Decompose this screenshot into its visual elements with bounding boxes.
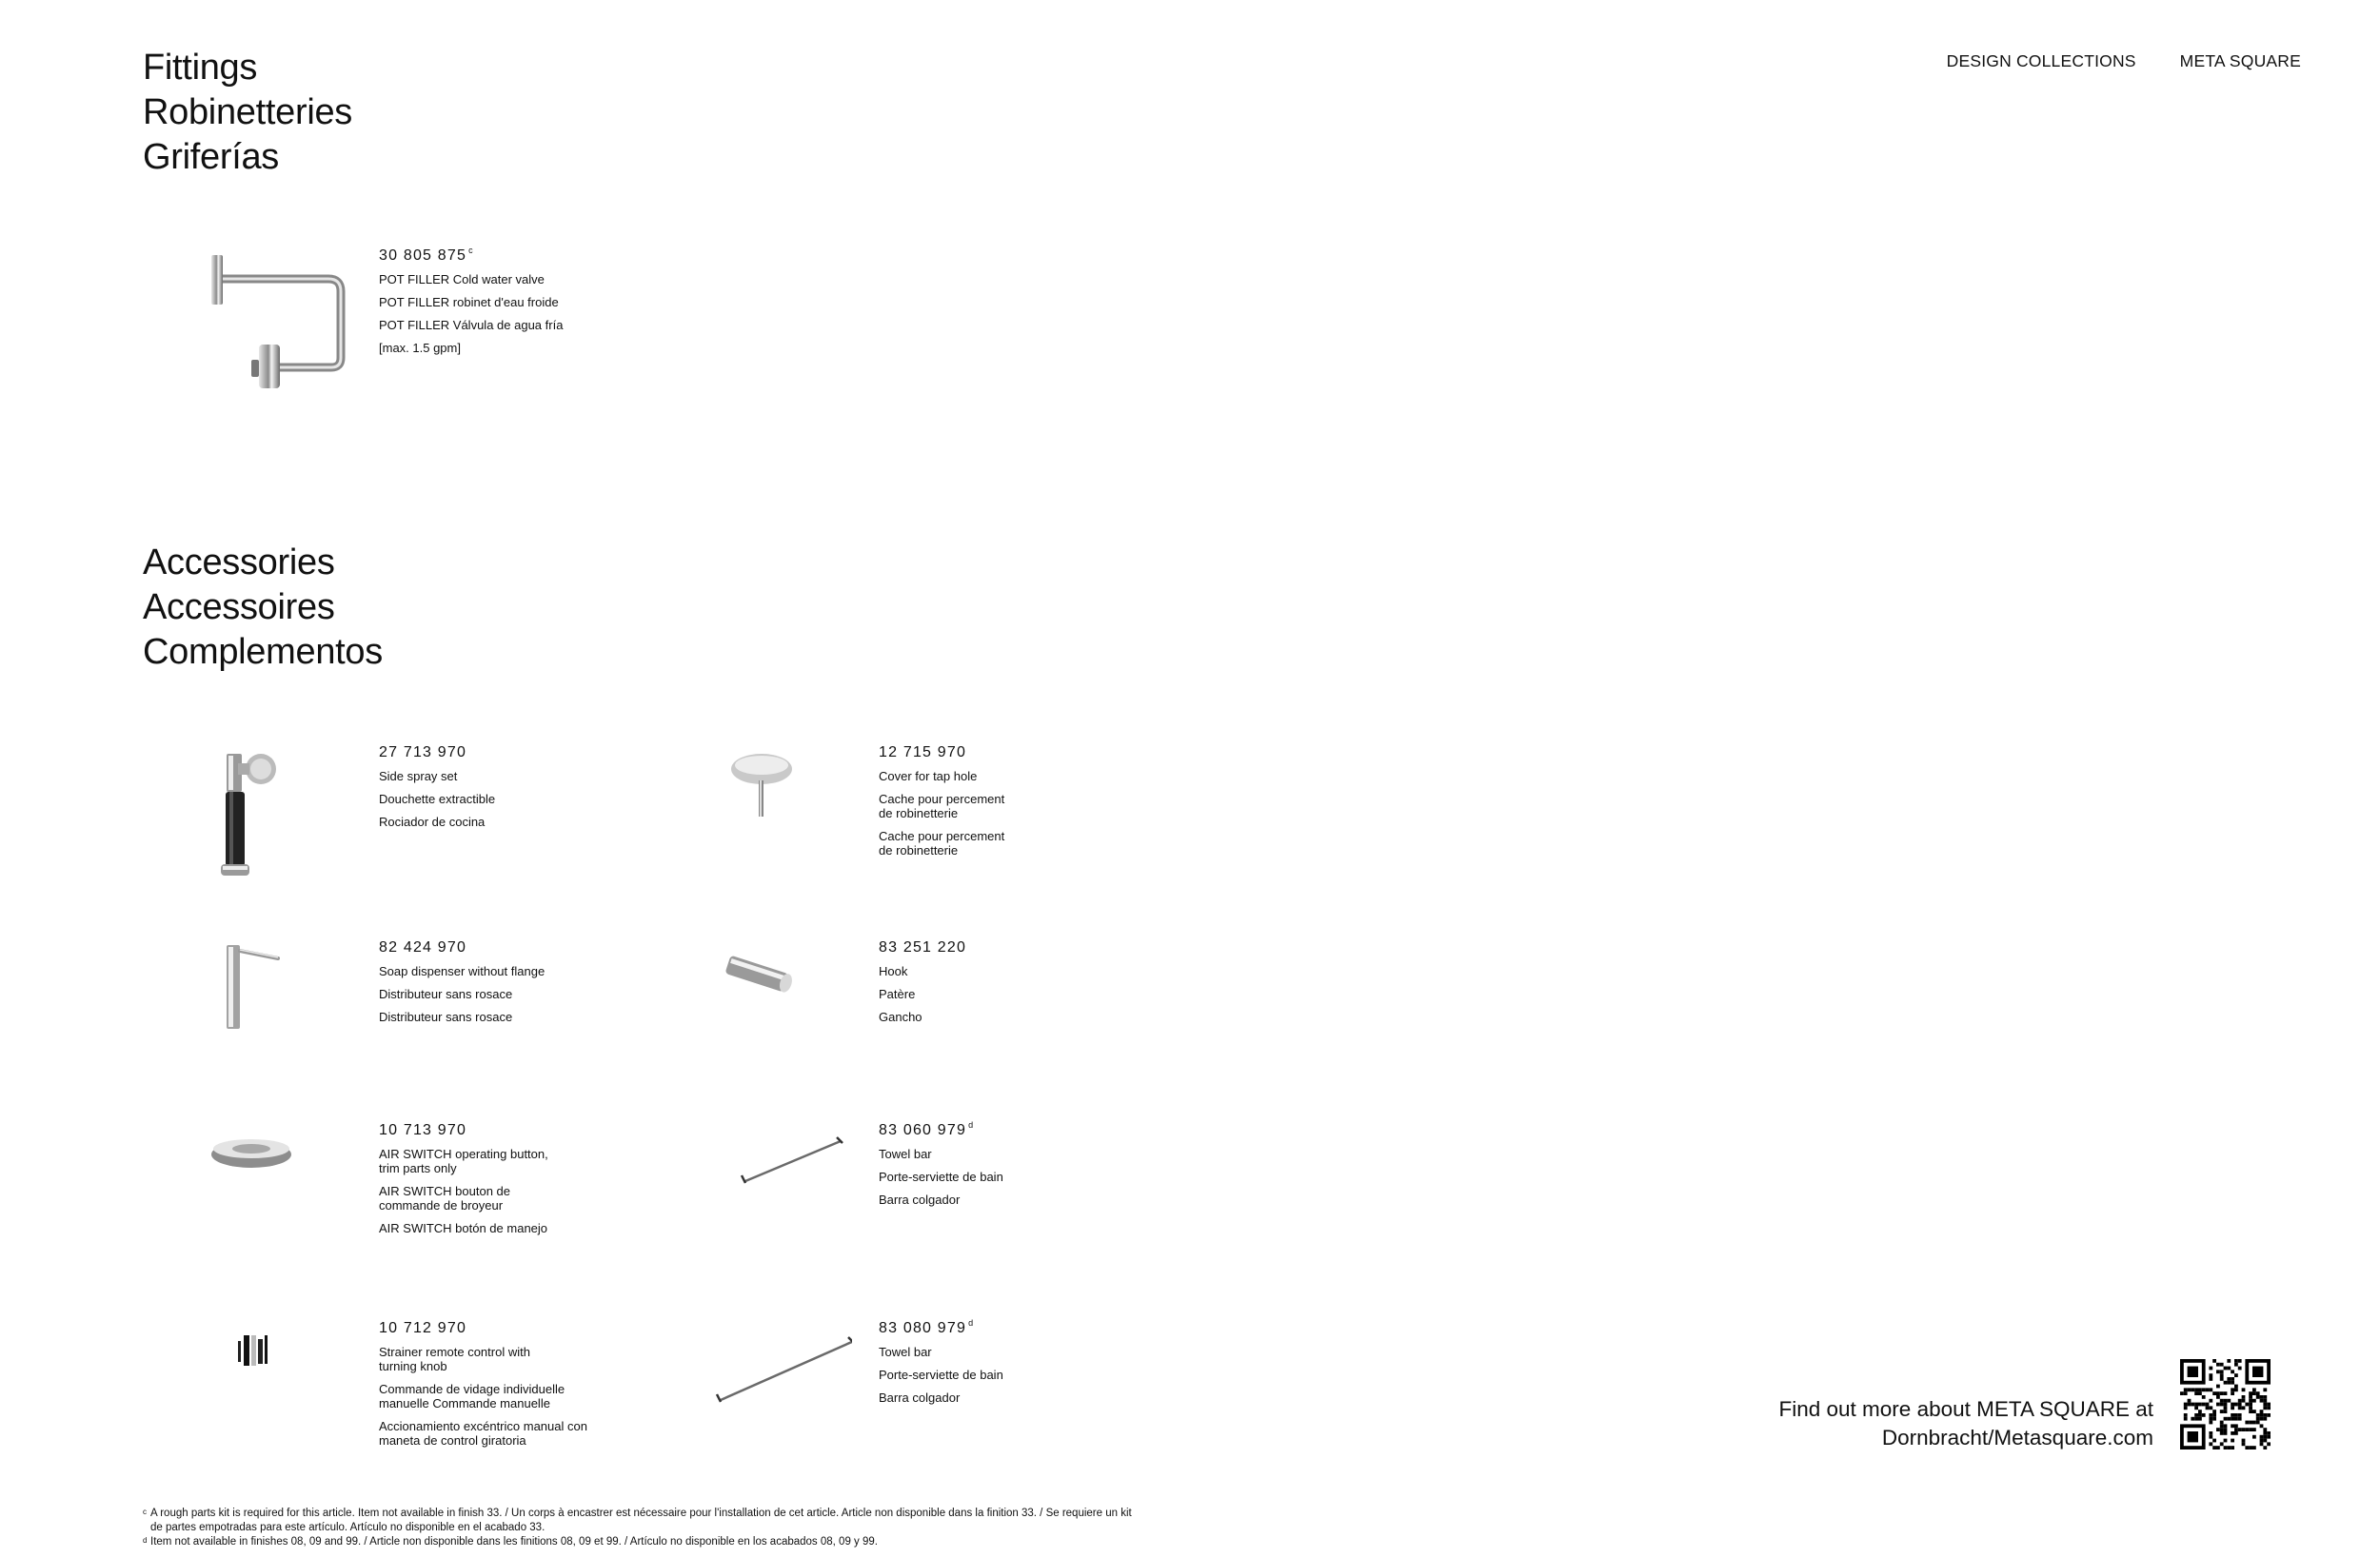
product-description-en: Side spray set bbox=[379, 769, 458, 783]
sku-number: 12 715 970 bbox=[879, 744, 967, 760]
heading-line: Fittings bbox=[143, 48, 258, 88]
product-description-en: Cover for tap hole bbox=[879, 769, 978, 783]
product-sku bbox=[379, 1318, 636, 1337]
sku-number: 83 251 220 bbox=[879, 939, 967, 956]
footnotes bbox=[143, 1507, 1142, 1549]
product-description-fr: Patère bbox=[879, 987, 916, 1001]
product-sku bbox=[879, 1120, 1136, 1139]
footnote-c bbox=[143, 1507, 1142, 1535]
product-description-fr: Porte-serviette de bain bbox=[879, 1170, 1003, 1184]
product-sku bbox=[879, 1318, 1136, 1337]
product-info bbox=[879, 742, 1136, 866]
product-description-fr: POT FILLER robinet d'eau froide bbox=[379, 295, 559, 309]
nav-design-collections[interactable]: DESIGN COLLECTIONS bbox=[1946, 51, 2136, 70]
footnote-marker: c bbox=[143, 1508, 147, 1516]
product-description-en: AIR SWITCH operating button, trim parts only bbox=[379, 1147, 548, 1175]
footnote-marker: d bbox=[968, 1120, 974, 1130]
heading-line: Griferías bbox=[143, 137, 279, 177]
product-description-en: Soap dispenser without flange bbox=[379, 964, 545, 978]
air-switch-icon bbox=[171, 1120, 352, 1272]
towel-bar-long-icon bbox=[671, 1318, 852, 1470]
product-air-switch[interactable] bbox=[143, 1120, 638, 1272]
product-sku bbox=[379, 937, 636, 956]
product-strainer-control[interactable] bbox=[143, 1318, 638, 1470]
sku-number: 27 713 970 bbox=[379, 744, 467, 760]
product-sku bbox=[379, 1120, 636, 1139]
product-description-es: Distributeur sans rosace bbox=[379, 1010, 513, 1024]
tap-hole-cover-icon bbox=[671, 742, 852, 895]
product-pot-filler[interactable] bbox=[143, 246, 638, 398]
product-sku bbox=[379, 742, 636, 761]
top-nav bbox=[1947, 51, 2301, 71]
product-info bbox=[379, 1318, 636, 1456]
product-description-es: POT FILLER Válvula de agua fría bbox=[379, 318, 564, 332]
product-info bbox=[879, 1120, 1136, 1215]
find-more-line: Find out more about META SQUARE at bbox=[1778, 1397, 2153, 1421]
sku-number: 82 424 970 bbox=[379, 939, 467, 956]
product-tap-hole-cover[interactable] bbox=[643, 742, 1138, 895]
sku-number: 83 080 979 bbox=[879, 1320, 967, 1336]
product-description-en: POT FILLER Cold water valve bbox=[379, 272, 545, 286]
product-info bbox=[879, 1318, 1136, 1413]
product-description-en: Strainer remote control with turning knob bbox=[379, 1345, 530, 1373]
sku-number: 83 060 979 bbox=[879, 1122, 967, 1138]
product-description-en: Hook bbox=[879, 964, 908, 978]
heading-line: Complementos bbox=[143, 632, 383, 672]
product-description-es: Cache pour percement de robinetterie bbox=[879, 829, 1005, 858]
pot-filler-icon bbox=[171, 246, 352, 398]
product-description-es: Barra colgador bbox=[879, 1390, 961, 1405]
side-spray-icon bbox=[171, 742, 352, 895]
towel-bar-icon bbox=[671, 1120, 852, 1272]
fittings-heading bbox=[143, 46, 352, 180]
product-towel-bar-long[interactable] bbox=[643, 1318, 1138, 1470]
product-info bbox=[379, 742, 636, 838]
product-description-fr: Porte-serviette de bain bbox=[879, 1368, 1003, 1382]
footnote-marker: d bbox=[143, 1536, 148, 1545]
heading-line: Accessories bbox=[143, 542, 335, 582]
product-description-en: Towel bar bbox=[879, 1345, 932, 1359]
product-hook[interactable] bbox=[643, 937, 1138, 1090]
product-sku bbox=[879, 742, 1136, 761]
footnote-text: A rough parts kit is required for this article. Item not available in finish 33. / Un corps à encastrer est nécessaire pour l'installation de cet article. Article non disponible dans la finition 33. / Se requiere un kit de partes empotradas para este artículo. Artículo no disponible en el acabado 33. bbox=[150, 1508, 1132, 1533]
find-more-url[interactable]: Dornbracht/Metasquare.com bbox=[1881, 1426, 2153, 1450]
product-description-fr: Commande de vidage individuelle manuelle Commande manuelle bbox=[379, 1382, 565, 1410]
product-info bbox=[379, 1120, 636, 1244]
product-description-fr: AIR SWITCH bouton de commande de broyeur bbox=[379, 1184, 510, 1213]
product-soap-dispenser[interactable] bbox=[143, 937, 638, 1090]
product-info bbox=[879, 937, 1136, 1033]
product-info bbox=[379, 937, 636, 1033]
strainer-control-icon bbox=[171, 1318, 352, 1470]
sku-number: 30 805 875 bbox=[379, 247, 467, 264]
product-description-es: Gancho bbox=[879, 1010, 922, 1024]
hook-icon bbox=[671, 937, 852, 1090]
product-description-fr: Douchette extractible bbox=[379, 792, 496, 806]
product-description-en: Towel bar bbox=[879, 1147, 932, 1161]
soap-dispenser-icon bbox=[171, 937, 352, 1090]
product-description-fr: Cache pour percement de robinetterie bbox=[879, 792, 1005, 820]
footnote-marker: d bbox=[968, 1318, 974, 1328]
product-info bbox=[379, 246, 636, 364]
sku-number: 10 712 970 bbox=[379, 1320, 467, 1336]
product-towel-bar[interactable] bbox=[643, 1120, 1138, 1272]
qr-code-icon[interactable] bbox=[2180, 1359, 2271, 1450]
product-description-es: Rociador de cocina bbox=[379, 815, 486, 829]
heading-line: Accessoires bbox=[143, 587, 335, 627]
product-sku bbox=[879, 937, 1136, 956]
product-description-fr: Distributeur sans rosace bbox=[379, 987, 513, 1001]
footnote-text: Item not available in finishes 08, 09 and 99. / Article non disponible dans les finitions 08, 09 et 99. / Artículo no disponible en los acabados 08, 09 y 99. bbox=[150, 1536, 878, 1548]
product-flow-rate: [max. 1.5 gpm] bbox=[379, 341, 461, 355]
find-more-text bbox=[1779, 1395, 2154, 1452]
product-side-spray[interactable] bbox=[143, 742, 638, 895]
product-sku bbox=[379, 246, 636, 265]
sku-number: 10 713 970 bbox=[379, 1122, 467, 1138]
product-description-es: Barra colgador bbox=[879, 1193, 961, 1207]
heading-line: Robinetteries bbox=[143, 92, 352, 132]
product-description-es: AIR SWITCH botón de manejo bbox=[379, 1221, 548, 1235]
product-description-es: Accionamiento excéntrico manual con maneta de control giratoria bbox=[379, 1419, 587, 1448]
nav-meta-square[interactable]: META SQUARE bbox=[2179, 51, 2301, 70]
footnote-d bbox=[143, 1535, 1142, 1549]
footnote-marker: c bbox=[468, 246, 473, 255]
accessories-heading bbox=[143, 541, 383, 675]
